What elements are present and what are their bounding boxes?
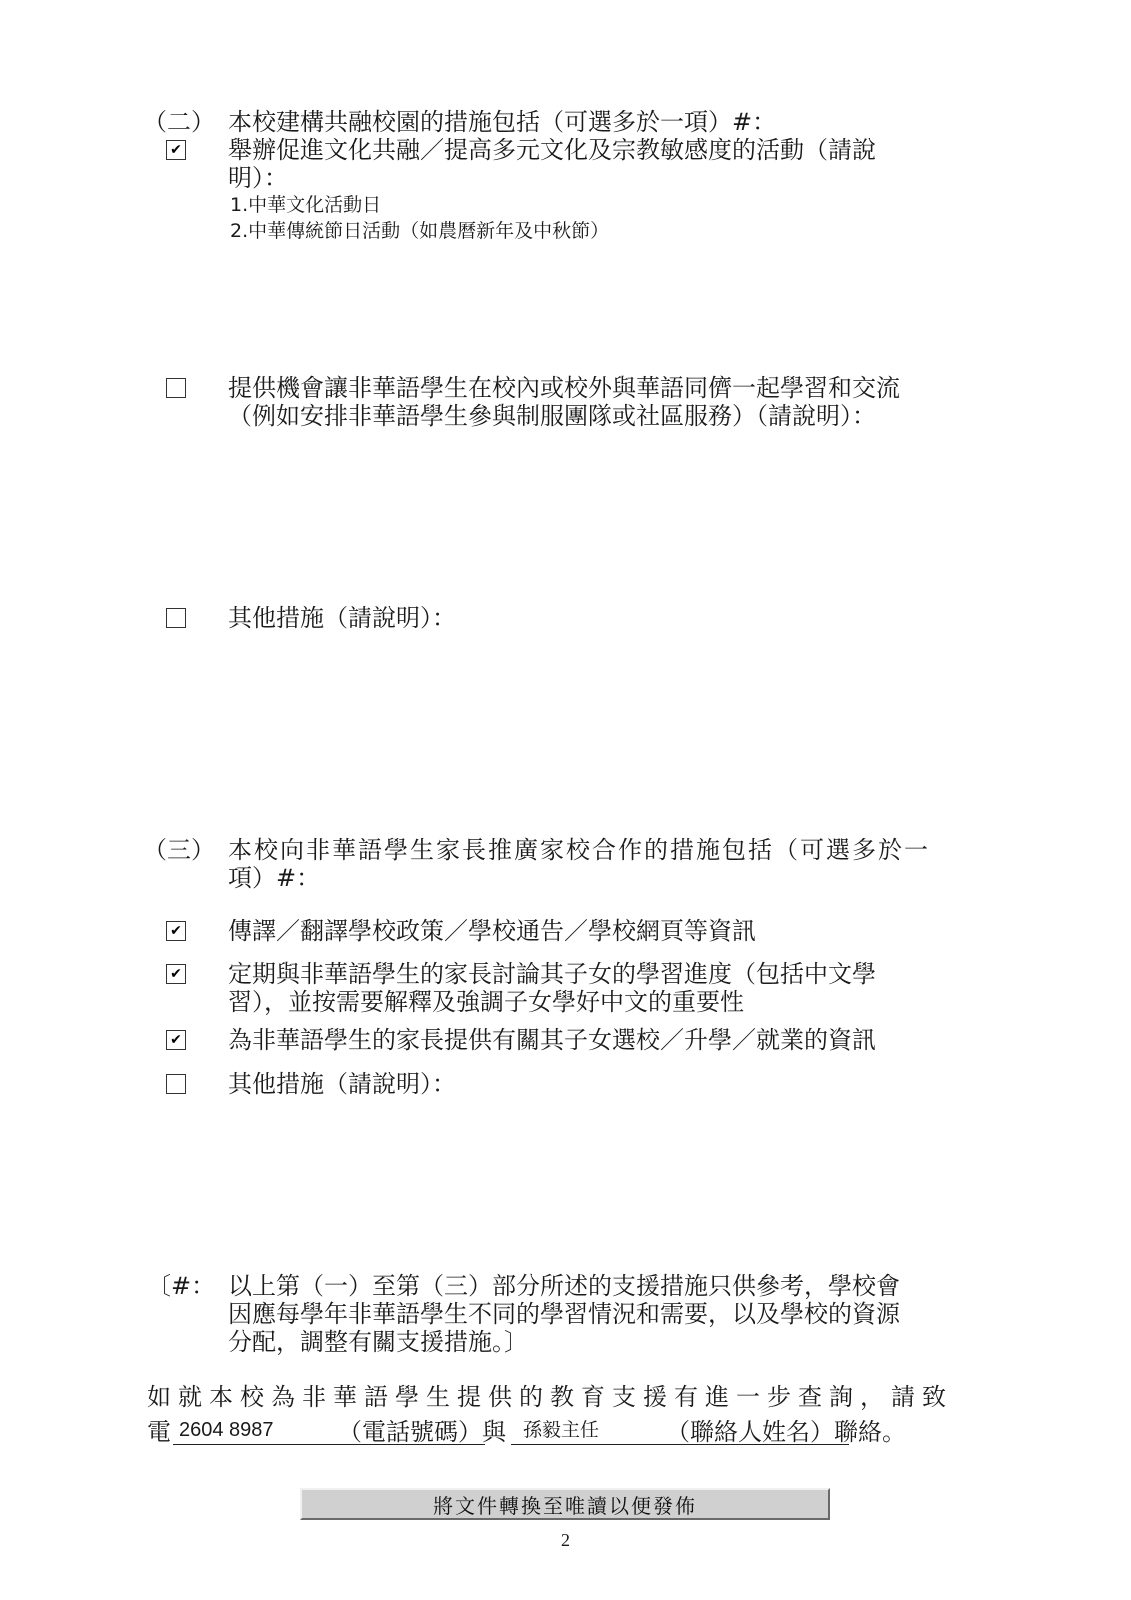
check-icon: ✔: [170, 1032, 182, 1048]
convert-to-readonly-button[interactable]: 將文件轉換至唯讀以便發佈: [300, 1488, 830, 1520]
phone-value: 2604 8987: [179, 1419, 274, 1441]
section2-heading: 本校建構共融校園的措施包括（可選多於一項）#：: [228, 108, 777, 136]
section3-heading-line2: 項）#：: [228, 864, 321, 892]
contact-line1: 如就本校為非華語學生提供的教育支援有進一步查詢，請致: [147, 1383, 953, 1411]
page-number: 2: [561, 1530, 570, 1550]
checkbox-cultural-activities[interactable]: [166, 140, 186, 160]
option-school-choice-info: 為非華語學生的家長提供有關其子女選校／升學／就業的資訊: [228, 1026, 876, 1054]
checkbox-translation[interactable]: [166, 921, 186, 941]
checkbox-school-choice-info[interactable]: [166, 1030, 186, 1050]
check-icon: ✔: [170, 966, 182, 982]
checkbox-section3-other[interactable]: [166, 1074, 186, 1094]
option-peer-learning-line1: 提供機會讓非華語學生在校內或校外與華語同儕一起學習和交流: [228, 374, 900, 402]
checkbox-parent-discussion[interactable]: [166, 964, 186, 984]
section3-number: （三）: [143, 836, 215, 864]
contact-name-label: （聯絡人姓名）聯絡。: [666, 1418, 906, 1446]
option-cultural-activities-line1: 舉辦促進文化共融／提高多元文化及宗教敏感度的活動（請說: [228, 136, 876, 164]
option-cultural-activities-line2: 明）：: [228, 164, 288, 192]
phone-label: （電話號碼）與: [338, 1418, 506, 1446]
checkbox-other-measures[interactable]: [166, 608, 186, 628]
option-peer-learning-line2: （例如安排非華語學生參與制服團隊或社區服務）（請說明）：: [228, 402, 876, 430]
option-section3-other: 其他措施（請說明）：: [228, 1070, 456, 1098]
checkbox-peer-learning[interactable]: [166, 378, 186, 398]
detail-item: 2.中華傳統節日活動（如農曆新年及中秋節）: [230, 220, 610, 242]
check-icon: ✔: [170, 142, 182, 158]
detail-item: 1.中華文化活動日: [230, 194, 382, 216]
option-parent-discussion-line1: 定期與非華語學生的家長討論其子女的學習進度（包括中文學: [228, 960, 876, 988]
section3-heading-line1: 本校向非華語學生家長推廣家校合作的措施包括（可選多於一: [228, 836, 930, 864]
contact-prefix: 電: [147, 1418, 171, 1446]
note-line1: 以上第（一）至第（三）部分所述的支援措施只供參考，學校會: [228, 1272, 900, 1300]
note-line3: 分配，調整有關支援措施。〕: [228, 1328, 528, 1356]
option-translation: 傳譯／翻譯學校政策／學校通告／學校網頁等資訊: [228, 917, 756, 945]
check-icon: ✔: [170, 923, 182, 939]
option-other-measures: 其他措施（請說明）：: [228, 604, 456, 632]
option-parent-discussion-line2: 習），並按需要解釋及強調子女學好中文的重要性: [228, 988, 744, 1016]
note-marker: 〔#：: [147, 1272, 216, 1300]
section2-number: （二）: [143, 108, 215, 136]
contact-name-value: 孫毅主任: [523, 1419, 600, 1441]
note-line2: 因應每學年非華語學生不同的學習情況和需要，以及學校的資源: [228, 1300, 900, 1328]
